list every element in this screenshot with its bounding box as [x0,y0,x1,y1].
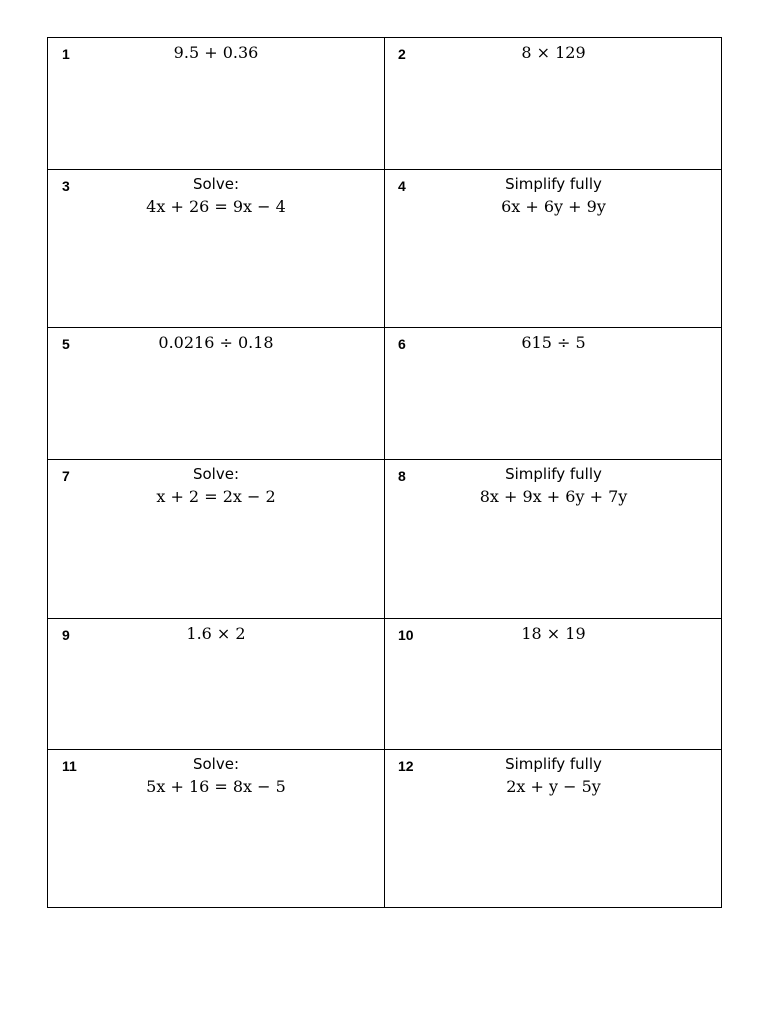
question-instruction: Solve: [192,465,240,483]
question-number: 10 [398,627,414,643]
question-number: 8 [398,468,406,484]
question-instruction: Simplify fully [505,755,602,773]
question-instruction: Solve: [192,175,240,193]
question-instruction: Simplify fully [505,465,602,483]
question-expression: 615 ÷ 5 [521,333,586,352]
question-content [385,465,722,507]
question-cell-11 [48,750,385,907]
question-cell-12 [385,750,722,907]
question-expression: 8x + 9x + 6y + 7y [479,487,628,506]
question-expression: 4x + 26 = 9x − 4 [146,197,286,216]
question-content [385,624,722,644]
question-cell-7 [48,460,385,619]
question-instruction: Solve: [192,755,240,773]
question-expression: 6x + 6y + 9y [501,197,606,216]
question-expression: 2x + y − 5y [506,777,601,796]
question-content [48,755,384,797]
question-number: 6 [398,336,406,352]
question-cell-6 [385,328,722,460]
question-expression: x + 2 = 2x − 2 [156,487,276,506]
question-content [48,43,384,63]
question-cell-8 [385,460,722,619]
question-cell-1 [48,38,385,170]
question-number: 11 [62,758,77,774]
question-expression: 18 × 19 [521,624,586,643]
question-expression: 8 × 129 [521,43,586,62]
question-content [48,465,384,507]
question-expression: 9.5 + 0.36 [173,43,259,62]
question-number: 4 [398,178,406,194]
question-content [385,175,722,217]
question-expression: 1.6 × 2 [186,624,246,643]
question-number: 5 [62,336,70,352]
question-number: 3 [62,178,70,194]
question-cell-5 [48,328,385,460]
question-cell-2 [385,38,722,170]
question-number: 7 [62,468,70,484]
question-content [385,755,722,797]
question-cell-4 [385,170,722,328]
question-content [385,333,722,353]
question-cell-9 [48,619,385,750]
question-cell-10 [385,619,722,750]
question-number: 12 [398,758,414,774]
worksheet-grid [47,37,722,908]
question-number: 1 [62,46,70,62]
question-number: 9 [62,627,70,643]
question-content [48,624,384,644]
question-expression: 0.0216 ÷ 0.18 [158,333,274,352]
question-cell-3 [48,170,385,328]
question-content [385,43,722,63]
question-instruction: Simplify fully [505,175,602,193]
question-number: 2 [398,46,406,62]
question-expression: 5x + 16 = 8x − 5 [146,777,286,796]
question-content [48,333,384,353]
question-content [48,175,384,217]
